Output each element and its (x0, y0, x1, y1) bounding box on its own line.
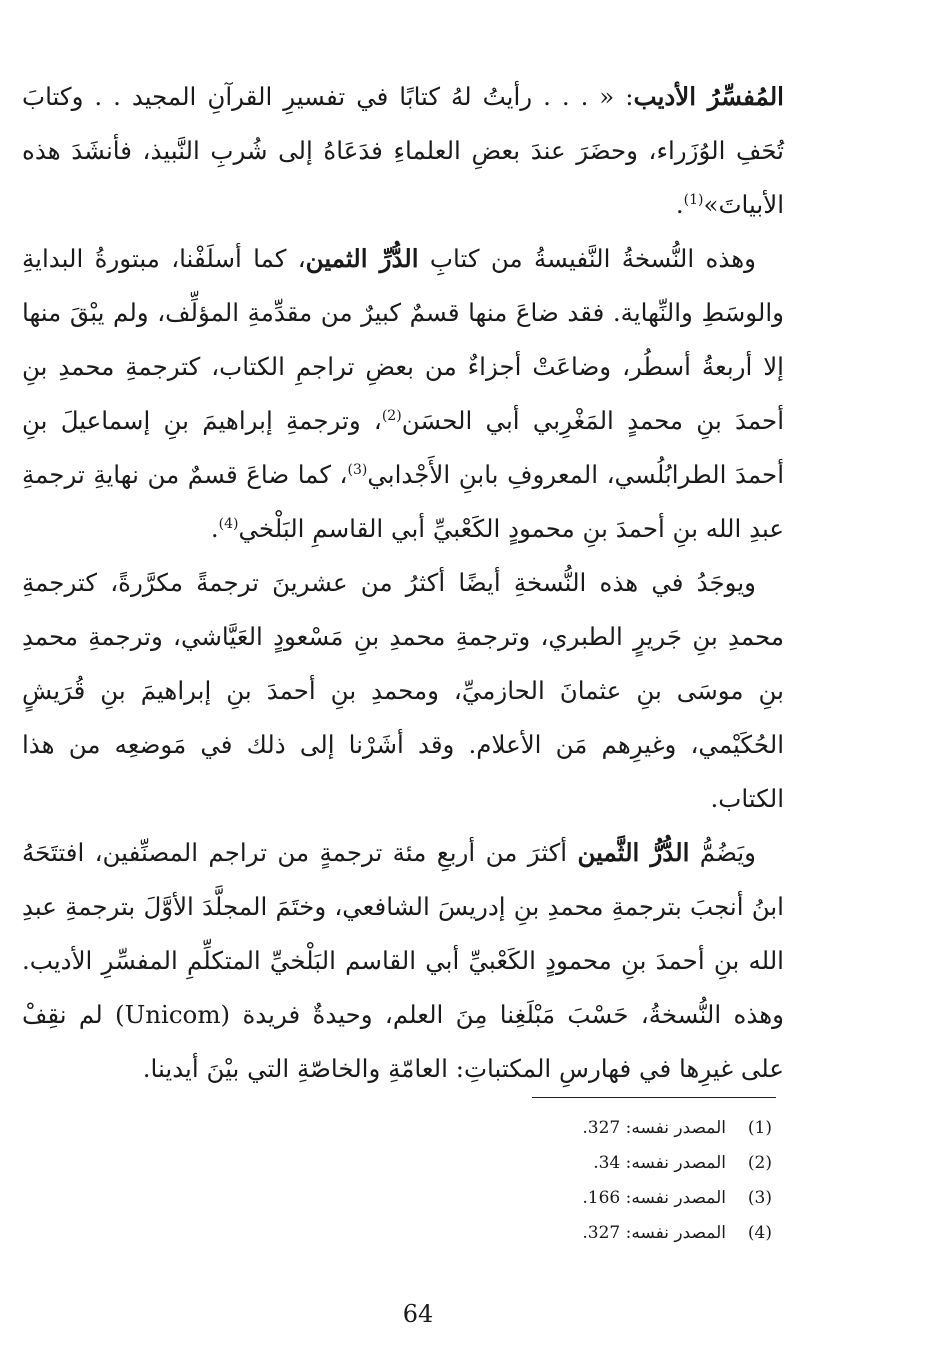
text-run: ، كما أسلَفْنا، مبتورةُ البدايةِ والوسَطِ والنِّهاية. فقد ضاعَ منها قسمٌ كبيرٌ من مقدِّمةِ المؤلِّف، ولم يبْقَ منها إلا أربعةُ أسطُر، وضاعَتْ أجزاءٌ من بعضِ تراجمِ الكتاب، كترجمةِ محمدِ بنِ أحمدَ بنِ محمدٍ المَغْرِبي أبي الحسَن (22, 244, 785, 435)
paragraph (22, 70, 784, 232)
text-run: . (210, 514, 219, 543)
text-run: . (675, 190, 684, 219)
footnote-number: (1) (747, 1118, 772, 1138)
footnote (582, 1111, 772, 1146)
text-run: ويوجَدُ في هذه النُّسخةِ أيضًا أكثرُ من عشرينَ ترجمةً مكرَّرةً، كترجمةِ محمدِ بنِ جَريرٍ الطبري، وترجمةِ محمدِ بنِ مَسْعودٍ العَيَّاشي، وترجمةِ محمدِ بنِ موسَى بنِ عثمانَ الحازميِّ، ومحمدِ بنِ أحمدَ بنِ إبراهيمَ بنِ قُرَيشٍ الحُكَيْمي، وغيرِهم مَن الأعلام. وقد أشَرْنا إلى ذلك في مَوضعِه من هذا الكتاب. (22, 568, 784, 813)
footnote-number: (4) (747, 1223, 772, 1243)
footnote-text: المصدر نفسه: 327. (582, 1223, 726, 1243)
footnote-separator (532, 1097, 776, 1098)
footnote (582, 1146, 772, 1181)
footnote-ref: (3) (347, 462, 368, 478)
footnote-ref: (4) (218, 516, 239, 532)
footnote-number: (3) (747, 1188, 772, 1208)
book-title: المُفسِّرُ الأديب (633, 82, 784, 111)
footnote (582, 1181, 772, 1216)
footnote-text: المصدر نفسه: 327. (582, 1118, 726, 1138)
footnote-text: المصدر نفسه: 34. (593, 1153, 726, 1173)
paragraph (22, 826, 784, 1096)
text-run: ، كما ضاعَ قسمٌ من نهايةِ ترجمةِ عبدِ الله بنِ أحمدَ بنِ محمودٍ الكَعْبيِّ أبي القاسمِ البَلْخي (22, 460, 784, 543)
footnote (582, 1216, 772, 1251)
footnote-number: (2) (747, 1153, 772, 1173)
footnote-ref: (2) (381, 408, 402, 424)
footnotes (582, 1111, 772, 1251)
paragraph (22, 556, 784, 826)
book-title: الدُّرِّ الثمين (305, 244, 419, 273)
text-run: ويَضُمُّ (689, 838, 756, 867)
footnote-ref: (1) (683, 192, 704, 208)
text-run: : « . . . رأيتُ لهُ كتابًا في تفسيرِ القرآنِ المجيد . . وكتابَ تُحَفِ الوُزَراء، وحضَرَ عندَ بعضِ العلماءِ فدَعَاهُ إلى شُربِ النَّبيذ، فأنشَدَ هذه الأبياتَ» (22, 82, 784, 219)
text-run: أكثرَ من أربعِ مئة ترجمةٍ من تراجم المصنِّفين، افتتَحَهُ ابنُ أنجبَ بترجمةِ محمدِ بنِ إدريسَ الشافعي، وختَمَ المجلَّدَ الأوَّلَ بترجمةِ عبدِ الله بنِ أحمدَ بنِ محمودٍ الكَعْبيِّ أبي القاسم البَلْخيِّ المتكلِّمِ المفسِّرِ الأديب. وهذه النُّسخةُ، حَسْبَ مَبْلَغِنا مِنَ العلم، وحيدةٌ فريدة (Unicom) لم نقِفْ على غيرِها في فهارسِ المكتباتِ: العامّةِ والخاصّةِ التي بيْنَ أيدينا. (22, 838, 784, 1083)
page-number: 64 (402, 1300, 434, 1328)
text-run: وهذه النُّسخةُ النَّفيسةُ من كتابِ (418, 244, 756, 273)
main-text (22, 70, 784, 1096)
book-title: الدُّرُّ الثَّمين (577, 838, 690, 867)
footnote-text: المصدر نفسه: 166. (582, 1188, 726, 1208)
paragraph (22, 232, 784, 556)
text-run: ، وترجمةِ إبراهيمَ بنِ إسماعيلَ بنِ أحمدَ الطرابُلُسي، المعروفِ بابنِ الأَجْدابي (22, 406, 784, 489)
